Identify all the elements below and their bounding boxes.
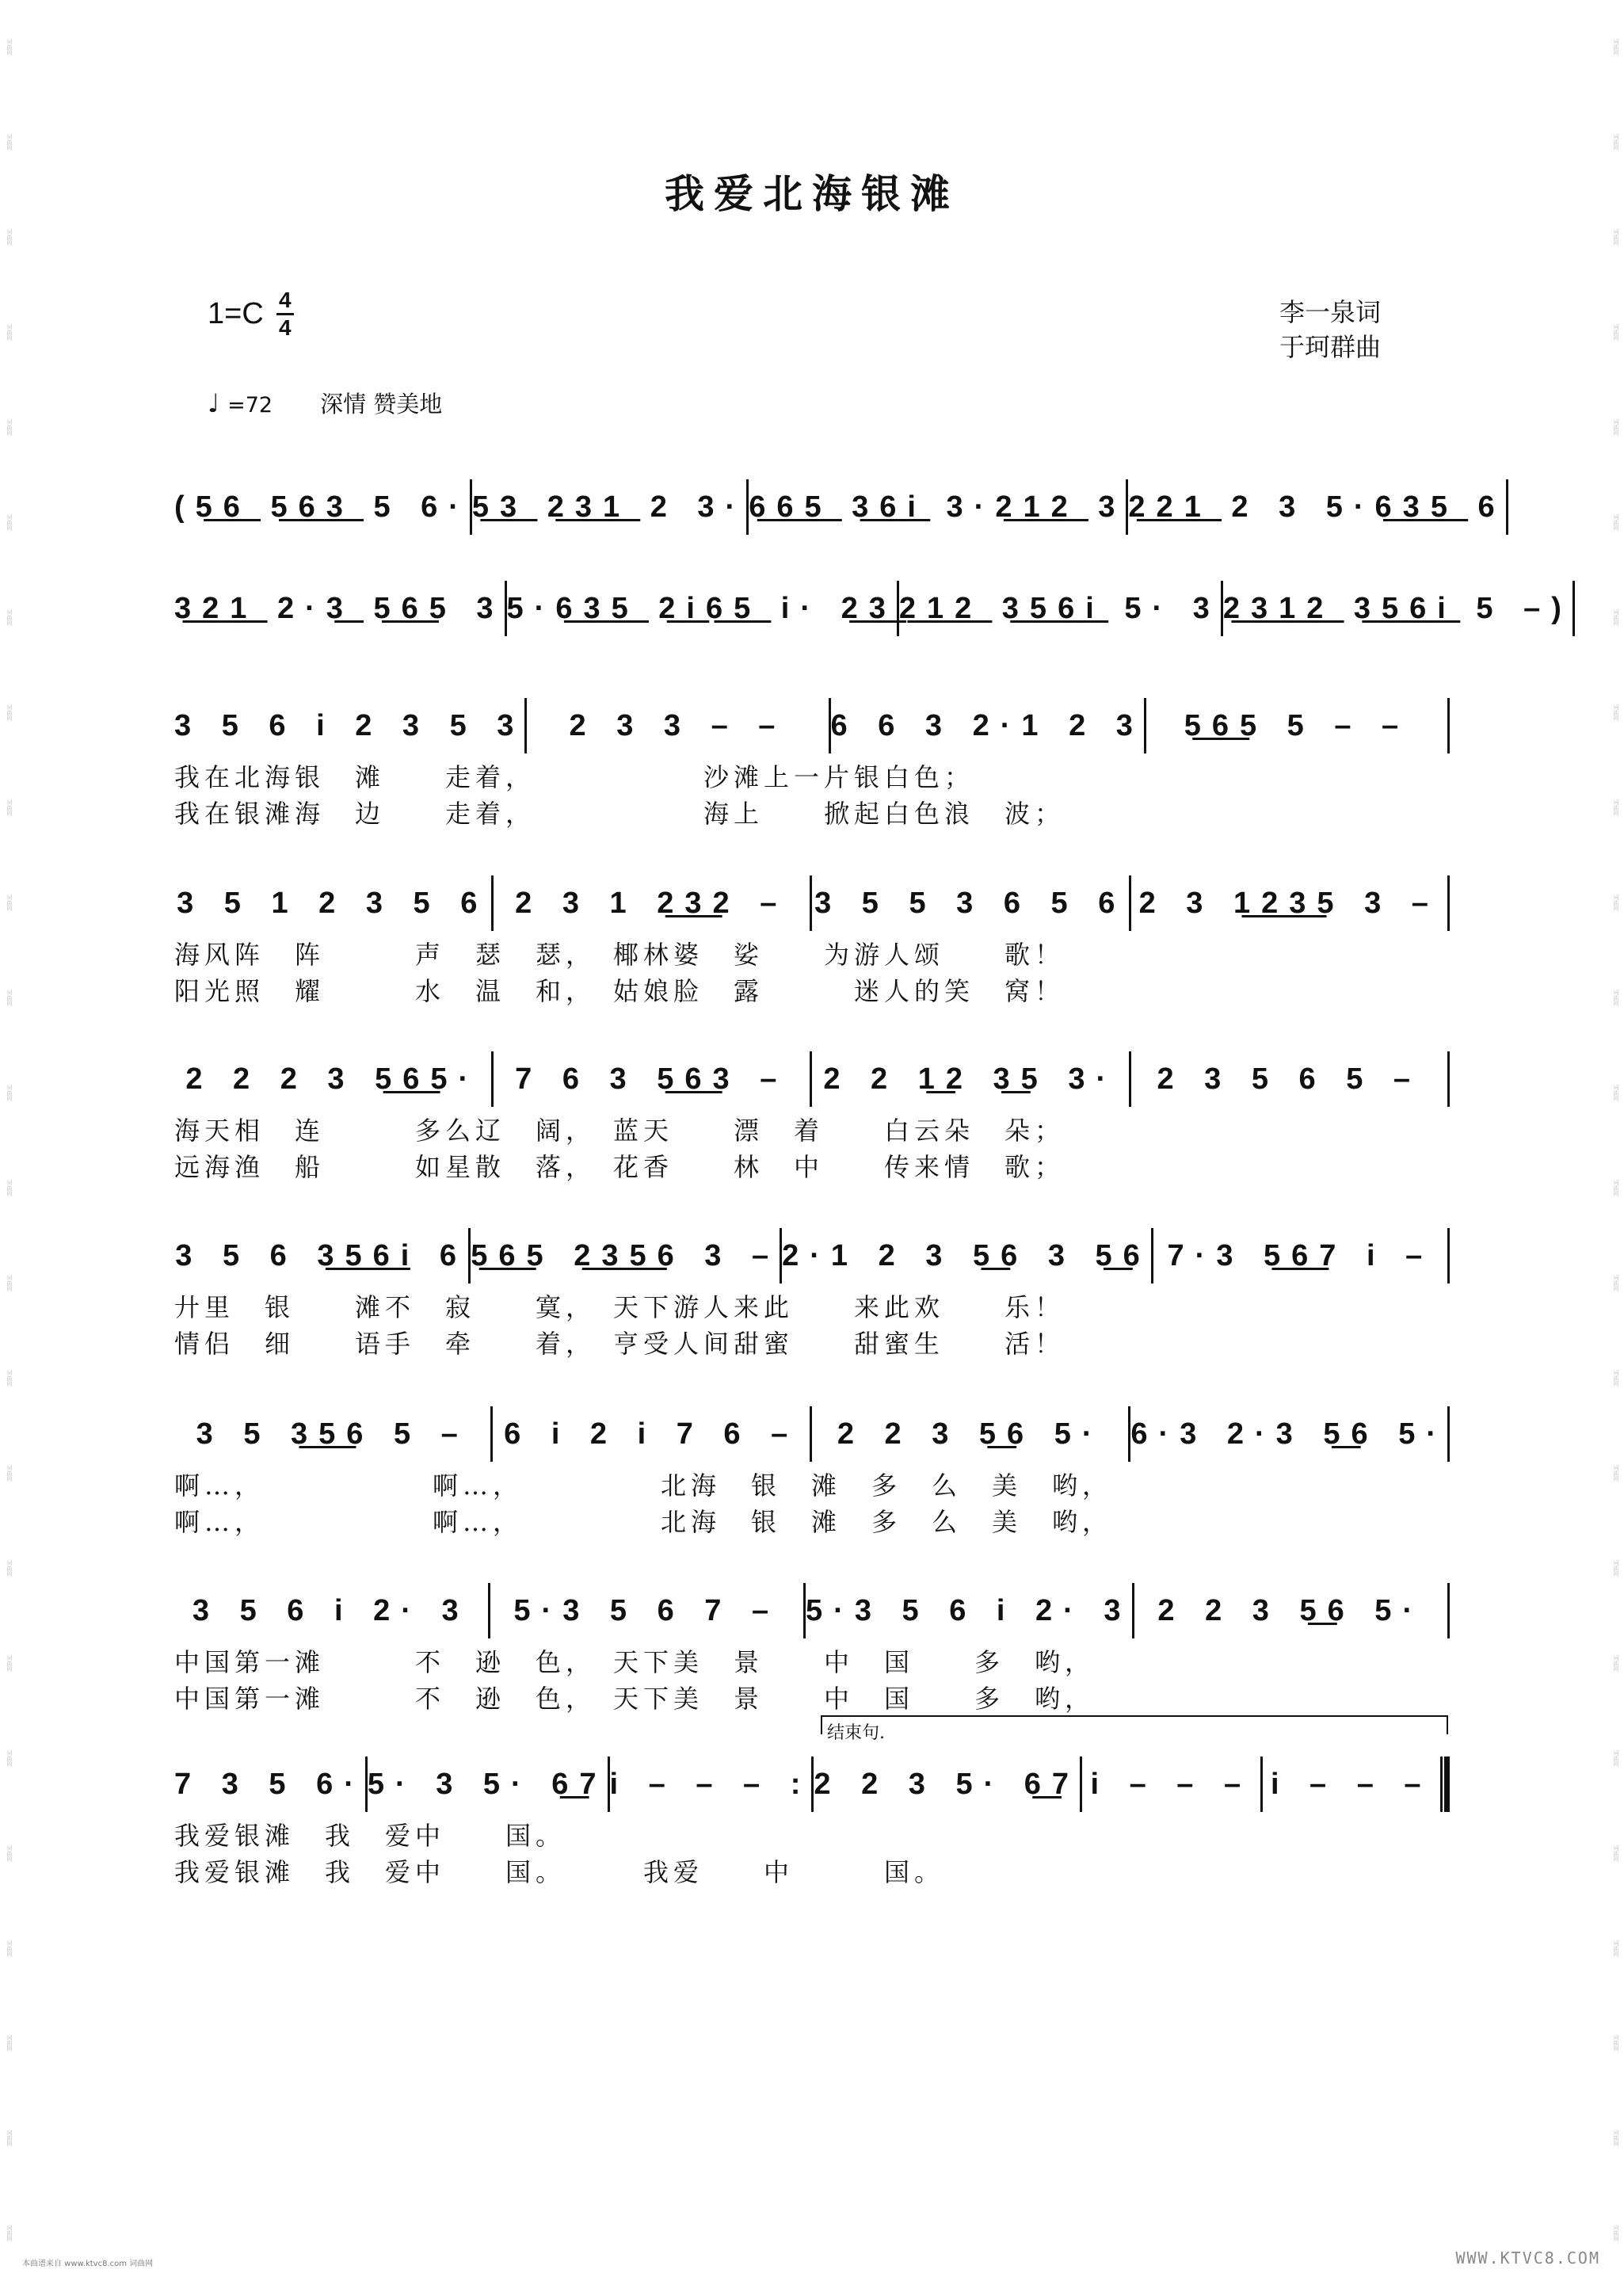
watermark-text: 词曲网 [1612, 229, 1619, 246]
key-label: 1=C [208, 297, 264, 330]
measure: 2 2 3 5͟6 5· [1157, 1593, 1424, 1627]
measure: 5·3 5 6 i 2· 3 [806, 1593, 1132, 1627]
credits [1279, 295, 1381, 364]
tempo-marking [208, 387, 442, 419]
score-system [174, 1402, 1450, 1539]
measure: 5· 3 5· 6͟7 [367, 1767, 608, 1801]
measure: 7 3 5 6· [174, 1767, 365, 1801]
footer-source: 本曲谱来自 www.ktvc8.com 词曲网 [22, 2260, 154, 2268]
watermark-text: 词曲网 [1612, 894, 1619, 912]
watermark-text: 词曲网 [6, 1940, 13, 1957]
watermark-text: 词曲网 [1612, 419, 1619, 437]
score-system [174, 577, 1573, 640]
measure: 2 2 3 5· 6͟7 [814, 1767, 1081, 1801]
measure: i – – – [1090, 1767, 1252, 1801]
watermark-text: 词曲网 [1612, 1274, 1619, 1291]
measure: 6͟6͟5͟ 3͟6͟i͟ 3·2͟1͟2͟ 3 [749, 490, 1127, 524]
measure: 5·6͟3͟5͟ 2͟i͟6͟5͟ i· 2͟3͟ [506, 591, 897, 625]
barline [1447, 1406, 1450, 1462]
final-barline [1440, 1757, 1450, 1812]
composer: 于珂群曲 [1279, 332, 1382, 362]
notation-line [174, 475, 1506, 539]
notation-line [174, 577, 1573, 640]
watermark-text: 词曲网 [6, 990, 13, 1006]
measure: 2 3 5 6 5 – [1157, 1062, 1422, 1096]
expression-marking: 深情 赞美地 [320, 391, 443, 418]
lyric-line: 阳光照 耀 水 温 和， 姑娘脸 露 迷人的笑 窝！ [174, 976, 1066, 1006]
watermark-text: 词曲网 [6, 514, 13, 532]
score-system [174, 872, 1450, 1008]
score-system [174, 694, 1450, 830]
measure: 2͟2͟1͟ 2 3 5·6͟3͟5͟ 6 [1128, 490, 1506, 524]
measure: 3 5 1 2 3 5 6 [177, 886, 489, 920]
watermark-text: 词曲网 [6, 799, 13, 817]
measure: 2 3 1 2͟3͟2 – [515, 886, 788, 920]
ending-label: 结束句. [827, 1723, 885, 1743]
lyric-line: 我在银滩海 边 走着， 海上 掀起白色浪 波； [174, 799, 1066, 829]
watermark-text: 词曲网 [1612, 1464, 1619, 1482]
watermark-text: 词曲网 [1612, 1559, 1619, 1577]
score-system [174, 1224, 1450, 1360]
watermark-text: 词曲网 [1612, 324, 1619, 341]
lyric-line: 廾里 银 滩不 寂 寞， 天下游人来此 来此欢 乐！ [174, 1292, 1066, 1322]
measure: 6·3 2·3 5͟6 5· [1130, 1417, 1447, 1451]
left-watermark-strip [0, 0, 17, 2281]
watermark-text: 词曲网 [6, 1654, 13, 1672]
song-title: 我爱北海银滩 [665, 170, 959, 217]
lyric-line: 远海渔 船 如星散 落， 花香 林 中 传来情 歌； [174, 1152, 1066, 1182]
lyric-line: 海风阵 阵 声 瑟 瑟， 椰林婆 娑 为游人颂 歌！ [174, 940, 1066, 970]
watermark-text: 词曲网 [6, 1844, 13, 1862]
watermark-text: 词曲网 [1612, 609, 1619, 627]
measure: 2͟1͟2͟ 3͟5͟6͟i͟ 5· 3 [898, 591, 1221, 625]
score-system [174, 1753, 1450, 1889]
lyric-line: 中国第一滩 不 逊 色， 天下美 景 中 国 多 哟， [174, 1647, 1096, 1677]
watermark-text: 词曲网 [1612, 2225, 1619, 2242]
barline [1573, 581, 1575, 636]
watermark-text: 词曲网 [1612, 2130, 1619, 2147]
ending-bracket [821, 1715, 1448, 1734]
measure: 3 5 6 i 2 3 5 3 [174, 708, 525, 742]
watermark-text: 词曲网 [1612, 1844, 1619, 1862]
watermark-text: 词曲网 [6, 1274, 13, 1291]
measure: 2 3 1͟2͟3͟5 3 – [1138, 886, 1439, 920]
measure: 3͟2͟1͟ 2·3͟ 5͟6͟5 3 [174, 591, 505, 625]
watermark-text: 词曲网 [6, 2035, 13, 2052]
measure: 5͟3͟ 2͟3͟1͟ 2 3· [471, 490, 747, 524]
lyric-line: 我在北海银 滩 走着， 沙滩上一片银白色； [174, 762, 975, 792]
barline [1447, 698, 1450, 753]
measure: 3 5 5 3 6 5 6 [814, 886, 1127, 920]
time-signature: 4 4 [276, 289, 294, 339]
watermark-text: 词曲网 [6, 39, 13, 56]
measure: 2 3 3 – – [569, 708, 787, 742]
measure: i – – – [1270, 1767, 1432, 1801]
score-system [174, 475, 1506, 539]
watermark-text: 词曲网 [6, 1369, 13, 1387]
barline [1447, 1583, 1450, 1638]
measure: 7·3 5͟6͟7 i – [1167, 1238, 1434, 1272]
lyric-line: 海天相 连 多么辽 阔， 蓝天 漂 着 白云朵 朵； [174, 1116, 1066, 1146]
watermark-text: 词曲网 [6, 2130, 13, 2147]
measure: (5͟6͟ 5͟6͟3͟ 5 6· [174, 490, 470, 524]
watermark-text: 词曲网 [6, 1179, 13, 1196]
measure: 3 5 6 i 2· 3 [192, 1593, 470, 1627]
watermark-text: 词曲网 [6, 609, 13, 627]
measure: 3 5 3͟5͟6 5 – [196, 1417, 469, 1451]
watermark-text: 词曲网 [1612, 1654, 1619, 1672]
measure: 2 2 2 3 5͟6͟5· [185, 1062, 480, 1096]
footer-logo: WWW.KTVC8.COM [1455, 2249, 1600, 2268]
barline [1447, 1051, 1450, 1107]
watermark-text: 词曲网 [1612, 1179, 1619, 1196]
measure: 2·1 2 3 5͟6 3 5͟6 [782, 1238, 1151, 1272]
watermark-text: 词曲网 [1612, 704, 1619, 722]
lyric-line: 啊…， 啊…， 北海 银 滩 多 么 美 哟， [174, 1470, 1113, 1501]
lyric-line: 情侣 细 语手 牵 着， 亨受人间甜蜜 甜蜜生 活！ [174, 1329, 1066, 1359]
watermark-text: 词曲网 [1612, 799, 1619, 817]
measure: i – – – : [609, 1767, 812, 1801]
measure: 3 5 6 3͟5͟6͟i 6 [175, 1238, 467, 1272]
watermark-text: 词曲网 [1612, 1940, 1619, 1957]
notation-line [174, 1579, 1450, 1642]
watermark-text: 词曲网 [1612, 990, 1619, 1006]
measure: 2͟3͟1͟2͟ 3͟5͟6͟i͟ 5 –) [1222, 591, 1573, 625]
score-system [174, 1579, 1450, 1715]
watermark-text: 词曲网 [6, 1559, 13, 1577]
tempo-bpm: =72 [227, 393, 273, 418]
notation-line [174, 1402, 1450, 1466]
watermark-text: 词曲网 [1612, 134, 1619, 151]
watermark-text: 词曲网 [6, 1084, 13, 1101]
notation-line [174, 694, 1450, 757]
barline [1447, 875, 1450, 931]
watermark-text: 词曲网 [1612, 39, 1619, 56]
key-signature [208, 289, 294, 339]
lyric-line: 我爱银滩 我 爱中 国。 [174, 1821, 566, 1851]
measure: 2 2 1͟2 3͟5 3· [823, 1062, 1118, 1096]
watermark-text: 词曲网 [6, 134, 13, 151]
right-watermark-strip [1607, 0, 1624, 2281]
watermark-text: 词曲网 [6, 1464, 13, 1482]
watermark-text: 词曲网 [6, 704, 13, 722]
measure: 2 2 3 5͟6 5· [837, 1417, 1104, 1451]
barline [1447, 1228, 1450, 1284]
watermark-text: 词曲网 [1612, 1084, 1619, 1101]
watermark-text: 词曲网 [1612, 1749, 1619, 1767]
watermark-text: 词曲网 [1612, 1369, 1619, 1387]
measure: 5͟6͟5 2͟3͟5͟6 3 – [471, 1238, 780, 1272]
watermark-text: 词曲网 [6, 894, 13, 912]
watermark-text: 词曲网 [6, 2225, 13, 2242]
watermark-text: 词曲网 [6, 229, 13, 246]
barline [1506, 479, 1508, 535]
notation-line [174, 1047, 1450, 1111]
watermark-text: 词曲网 [1612, 514, 1619, 532]
notation-line [174, 872, 1450, 935]
measure: 7 6 3 5͟6͟3 – [515, 1062, 788, 1096]
score-system [174, 1047, 1450, 1184]
lyric-line: 啊…， 啊…， 北海 银 滩 多 么 美 哟， [174, 1507, 1113, 1537]
lyricist: 李一泉词 [1279, 297, 1382, 327]
notation-line [174, 1753, 1450, 1816]
lyric-line: 中国第一滩 不 逊 色， 天下美 景 中 国 多 哟， [174, 1684, 1096, 1714]
notation-line [174, 1224, 1450, 1287]
measure: 5͟6͟5 5 – – [1184, 708, 1410, 742]
watermark-text: 词曲网 [1612, 2035, 1619, 2052]
watermark-text: 词曲网 [6, 419, 13, 437]
watermark-text: 词曲网 [6, 1749, 13, 1767]
measure: 6 6 3 2·1 2 3 [830, 708, 1144, 742]
quarter-note-icon: ♩ [208, 388, 220, 418]
measure: 6 i 2 i 7 6 – [504, 1417, 799, 1451]
lyric-line: 我爱银滩 我 爱中 国。 我爱 中 国。 [174, 1857, 945, 1887]
watermark-text: 词曲网 [6, 324, 13, 341]
measure: 5·3 5 6 7 – [513, 1593, 780, 1627]
